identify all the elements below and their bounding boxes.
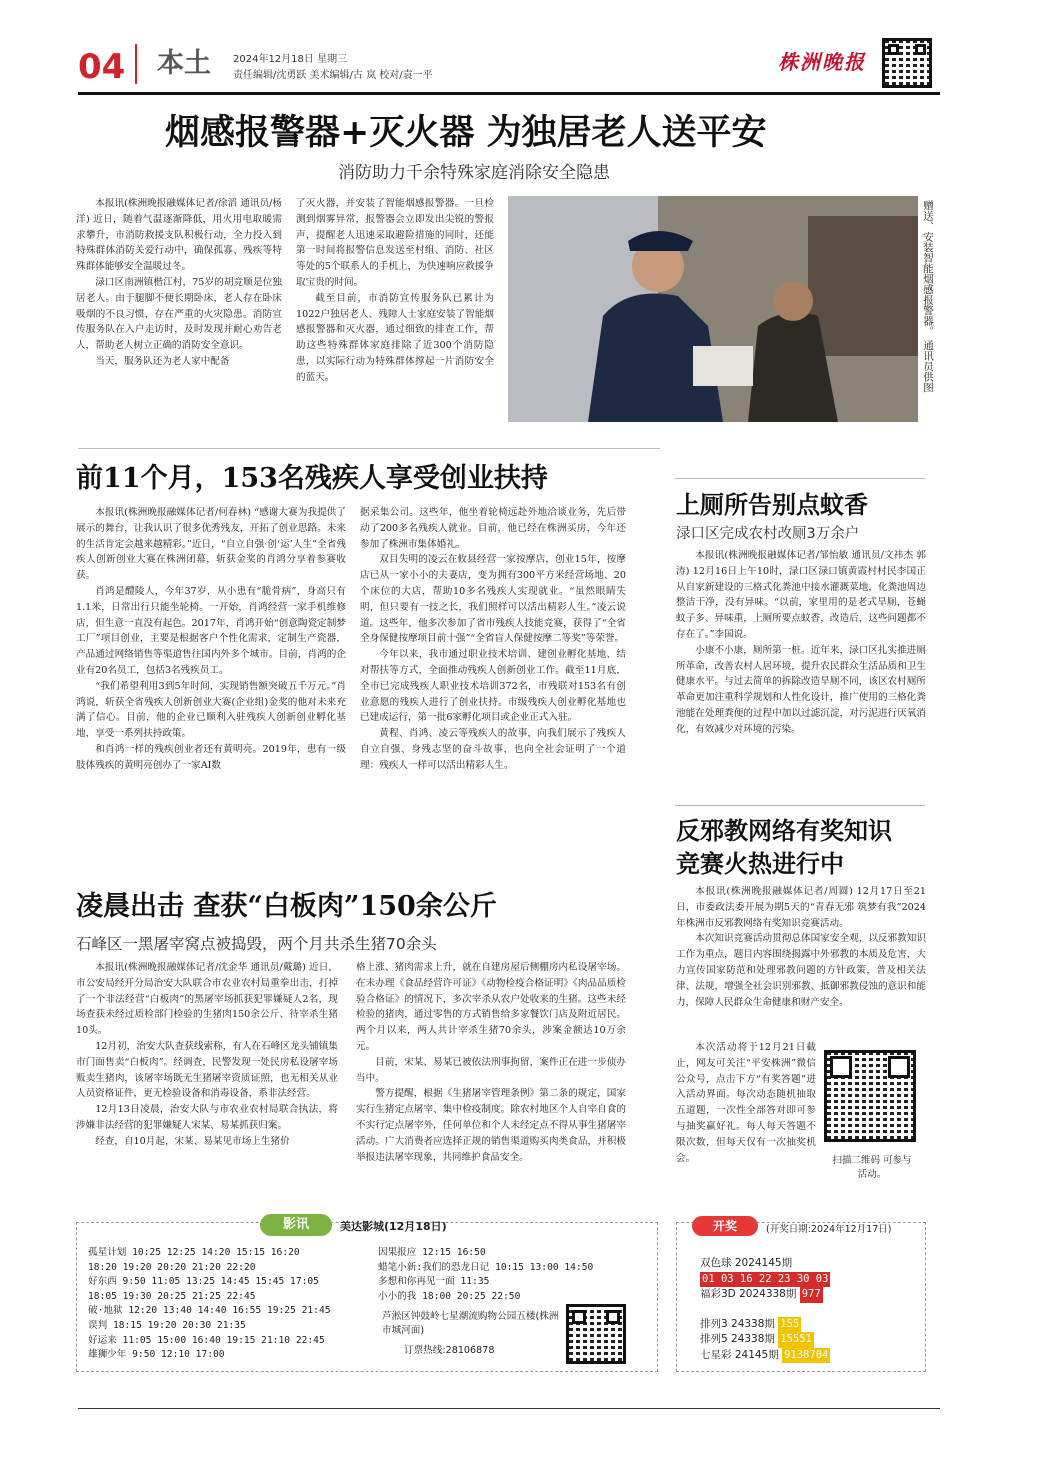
paragraph: 本报讯(株洲晚报融媒体记者/何春林) “感谢大赛为我提供了展示的舞台，让我认识了很多优秀残友，开拓了创业思路。未来的生活肯定会越来越精彩。”近日，“自立自强·创‘运’人生”全省残疾人创新创业大赛在株洲闭幕，斩获金奖的肖鸿分享着参赛收获。: [76, 507, 346, 582]
cinema-qr-code-icon: [566, 1304, 626, 1364]
lottery-item: [700, 1317, 920, 1333]
paragraph: 了灭火器，并安装了智能烟感报警器。一旦检测到烟雾异常，报警器会立即发出尖锐的警报声，提醒老人迅速采取避险措施的同时，还能第一时间将报警信息发送至村组、消防、社区等处的5个联系人的手机上，为快速响应救援争取宝贵的时间。: [296, 198, 494, 288]
lottery-name: 双色球 2024145期: [700, 1257, 793, 1269]
lottery-item: [700, 1332, 920, 1348]
lottery-results: [700, 1256, 920, 1363]
paragraph: 今年以来，我市通过职业技术培训、建创业孵化基地、结对帮扶等方式，全面推动残疾人创新创业工作。截至11月底，全市已完成残疾人职业技术培训372名，市残联对153名有创业意愿的残疾人进行了创业扶持。市级残疾人创业孵化基地也已建成运行，第一批6家孵化项目或企业正式入驻。: [360, 649, 626, 724]
lottery-item: [700, 1287, 920, 1303]
article5-column-2: [356, 960, 626, 1165]
paragraph: 黄程、肖鸿、凌云等残疾人的故事，向我们展示了残疾人自立自强、身残志坚的奋斗故事，也向全社会证明了一个道理：残疾人一样可以活出精彩人生。: [360, 728, 626, 771]
editor-credits: 责任编辑/沈勇跃 美术编辑/古 岚 校对/袁一平: [233, 70, 433, 81]
paragraph: 目前，宋某、易某已被依法刑事拘留，案件正在进一步侦办当中。: [356, 1056, 626, 1084]
schedule-line: 蜡笔小新:我们的恐龙日记 10:15 13:00 14:50: [378, 1261, 594, 1273]
article1-column-1: [76, 196, 282, 370]
article5-title: 凌晨出击 查获“白板肉”150余公斤: [76, 891, 497, 922]
schedule-line: 破·地狱 12:20 13:40 14:40 16:55 19:25 21:45: [88, 1305, 331, 1317]
article3-subtitle: 渌口区完成农村改厕3万余户: [676, 526, 860, 542]
lottery-numbers: 9138704: [782, 1348, 830, 1364]
section-divider: [78, 448, 660, 449]
lottery-date: (开奖日期:2024年12月17日): [766, 1224, 892, 1235]
qr-caption: 扫描二维码 可参与活动。: [832, 1155, 912, 1180]
article4-body: [676, 884, 926, 1010]
article2-column-1: [76, 505, 346, 774]
schedule-line: 18:20 19:20 20:20 21:20 22:20: [88, 1261, 256, 1273]
paragraph: 警方提醒，根据《生猪屠宰管理条例》第二条的规定，国家实行生猪定点屠宰、集中检疫制度。除农村地区个人自宰自食的不实行定点屠宰外，任何单位和个人未经定点不得从事生猪屠宰活动。广大消费者应选择正规的销售渠道购买肉类食品，并积极举报违法屠宰现象，共同维护食品安全。: [356, 1088, 626, 1163]
article2-title: 前11个月，153名残疾人享受创业扶持: [76, 463, 548, 494]
lottery-name: 七星彩 24145期: [700, 1348, 779, 1361]
lottery-name: 福彩3D 2024338期: [700, 1288, 797, 1300]
paragraph: 当天，服务队还为老人家中配备: [95, 355, 230, 367]
cinema-title: 美达影城(12月18日): [340, 1220, 447, 1233]
paragraph: 据采集公司。这些年，他坐着轮椅远赴外地洽谈业务，先后带动了200多名残疾人就业。目前，他已经在株洲买房，今年还参加了株洲市集体婚礼。: [360, 507, 626, 550]
paragraph: 肖鸿是醴陵人，今年37岁，从小患有“脆骨病”，身高只有1.1米，日常出行只能坐轮椅。一开始，肖鸿经营一家手机维修店，但生意一直没有起色。2017年，肖鸿开始“创意陶瓷定制梦工厂”项目创业，主要是根据客户个性化需求，定制生产瓷器，产品通过网络销售等渠道售往国内外多个城市。目前，肖鸿的企业有20名员工，包括3名残疾员工。: [76, 585, 346, 676]
cinema-schedule-1: [88, 1246, 358, 1363]
paragraph: 本报讯(株洲晚报融媒体记者/徐滔 通讯员/杨洋) 近日，随着气温逐渐降低，用火用电取暖需求攀升，市消防救援支队积极行动，全力投入到特殊群体消防关爱行动中，确保孤寡、残疾等特殊群体能够安全温暖过冬。: [76, 198, 282, 273]
paragraph: 双目失明的凌云在攸县经营一家按摩店，创业15年，按摩店已从一家小小的夫妻店，变为拥有300平方米经营场地、20个床位的大店，帮助10多名残疾人实现就业。“虽然眼睛失明，但只要有一技之长，我们照样可以活出精彩人生。”凌云说道。这些年，他多次参加了省市残疾人技能竞赛，获得了“全省全身保健按摩项目前十强”“全省盲人保健按摩二等奖”等荣誉。: [360, 554, 626, 645]
paragraph: 本次活动将于12月21日截止，网友可关注“平安株洲”微信公众号，点击下方“有奖答题”进入活动界面。每次动态随机抽取五道题，一次性全部答对即可参与抽奖赢好礼。每人每天答题不限次数，但每天仅有一次抽奖机会。: [676, 1042, 816, 1164]
article4-body-continued: [676, 1040, 816, 1166]
article3-body: [676, 548, 926, 738]
paragraph: 本报讯(株洲晚报融媒体记者/周圆) 12月17日至21日，市委政法委开展为期5天的“青春无邪 筑梦有我”2024年株洲市反邪教网络有奖知识竞赛活动。: [676, 886, 926, 929]
article5-column-1: [76, 960, 338, 1150]
header-divider: [135, 44, 137, 84]
photo-caption: 赠送、安装智能烟感报警器。 通讯员供图: [922, 200, 934, 393]
article3-title: 上厕所告别点蚊香: [676, 490, 868, 519]
lottery-item: [700, 1348, 920, 1364]
article4-title-line1: 反邪教网络有奖知识: [676, 816, 892, 845]
lottery-name: 排列5 24338期: [700, 1333, 775, 1345]
schedule-line: 好运来 11:05 15:00 16:40 19:15 21:10 22:45: [88, 1334, 325, 1346]
lottery-item: [700, 1256, 920, 1287]
schedule-line: 因果报应 12:15 16:50: [378, 1247, 486, 1258]
article5-subtitle: 石峰区一黑屠宰窝点被捣毁，两个月共杀生猪70余头: [76, 935, 437, 953]
cinema-badge: 影讯: [260, 1214, 332, 1236]
article2-column-2: [360, 505, 626, 774]
newspaper-logo: 株洲晚报: [778, 50, 866, 74]
schedule-line: 多想和你再见一面 11:35: [378, 1276, 490, 1288]
lottery-numbers: 15551: [778, 1332, 814, 1348]
article1-subtitle: 消防助力千余特殊家庭消除安全隐患: [338, 163, 610, 183]
lottery-name: 排列3 24338期: [700, 1317, 775, 1330]
schedule-line: 雄狮少年 9:50 12:10 17:00: [88, 1349, 225, 1361]
paragraph: “我们希望利用3到5年时间，实现销售额突破五千万元。”肖鸿说，斩获全省残疾人创新创业大赛(企业组)金奖的他对未来充满了信心。目前，他的企业已顺利入驻残疾人创新创业孵化基地，享受一系列扶持政策。: [76, 680, 346, 740]
schedule-line: 好东西 9:50 11:05 13:25 14:45 15:45 17:05: [88, 1276, 319, 1288]
paragraph: 格上涨、猪肉需求上升，就在自建房屋后侧棚房内私设屠宰场。在未办理《食品经营许可证》《动物检疫合格证明》《肉品品质检验合格证》的情况下，多次宰杀从农户处收来的生猪。这些未经检验的猪肉，通过零售的方式销售给多家餐饮门店及附近居民。两个月以来，两人共计宰杀生猪70余头，涉案金额达10万余元。: [356, 962, 626, 1052]
lottery-numbers: 977: [800, 1287, 823, 1303]
paragraph: 截至目前，市消防宣传服务队已累计为1022户独居老人、残障人士家庭安装了智能烟感报警器和灭火器，通过细致的排查工作，帮助这些特殊群体家庭排除了近300个消防隐患，以实际行动为特殊群体撑起一片消防安全的蓝天。: [296, 292, 494, 383]
schedule-line: 18:05 19:30 20:25 21:25 22:45: [88, 1290, 256, 1302]
paragraph: 经查，自10月起，宋某、易某见市场上生猪价: [95, 1135, 290, 1147]
firefighter-with-elder-photo: [508, 196, 918, 422]
page-number: 04: [78, 47, 126, 87]
section-name: 本土: [157, 48, 211, 79]
section-divider: [675, 478, 925, 479]
lottery-numbers: 01 03 16 22 23 30 03: [700, 1272, 830, 1288]
paragraph: 本报讯(株洲晚报融媒体记者/邹怡敏 通讯员/文祎杰 郭涛) 12月16日上午10时，渌口区渌口镇黄霞村村民李国正从自家新建设的三格式化粪池中接水灌溉菜地，化粪池周边整洁干净，没有异味。“以前，家里用的是老式旱厕，苍蝇蚊子多、异味重，上厕所要点蚊香，改造后，这些问题都不存在了。”李国说。: [676, 550, 926, 640]
issue-date: 2024年12月18日 星期三: [233, 54, 348, 65]
footer-rule: [78, 1408, 940, 1409]
cinema-schedule-2: [378, 1246, 650, 1304]
paragraph: 本报讯(株洲晚报融媒体记者/沈金华 通讯员/戴璐) 近日，市公安局经开分局治安大队联合市农业农村局重拳出击，打掉了一个非法经营“白板肉”的黑屠宰场抓获犯罪嫌疑人2名，现场查获未经过质检部门检验的生猪肉150余公斤、待宰杀生猪10头。: [76, 962, 338, 1037]
paragraph: 12月初，治安大队查获线索称，有人在石峰区龙头铺镇集市门面售卖“白板肉”。经调查，民警发现一处民房私设屠宰场贩卖生猪肉，该屠宰场既无生猪屠宰资质证照，也无相关从业人员资格证件，更无检验设备和消毒设备，系非法经营。: [76, 1040, 338, 1100]
header-qr-code-icon: [882, 38, 932, 88]
cinema-address: 芦淞区钟鼓岭七星潮流购物公园五楼(株洲市城河面): [382, 1311, 559, 1336]
article1-title: 烟感报警器+灭火器 为独居老人送平安: [165, 113, 767, 153]
paragraph: 和肖鸿一样的残疾创业者还有黄明亮。2019年，患有一级肢体残疾的黄明亮创办了一家AI数: [76, 743, 346, 771]
schedule-line: 小小的我 18:00 20:25 22:50: [378, 1290, 521, 1302]
lottery-badge: 开奖: [692, 1216, 758, 1236]
article4-title-line2: 竞赛火热进行中: [676, 849, 844, 878]
photo-illustration: [508, 196, 918, 422]
paragraph: 小康不小康，厕所第一桩。近年来，渌口区扎实推进厕所革命，改善农村人居环境，提升农民群众生活品质和卫生健康水平。与过去简单的拆除改造旱厕不同，该区农村厕所革命更加注重科学规划和人性化设计，推广使用的三格化粪池能在处理粪便的过程中加以过滤沉淀，对污泥进行厌氧消化，有效减少对环境的污染。: [676, 644, 926, 735]
paragraph: 渌口区南洲镇楷江村，75岁的胡竞顺是位独居老人。由于腿脚不便长期卧床，老人存在卧床吸烟的不良习惯，存在严重的火灾隐患。消防宣传服务队在入户走访时，及时发现并耐心劝告老人，帮助老人树立正确的消防安全意识。: [76, 276, 282, 352]
header-rule: [78, 92, 940, 95]
paragraph: 12月13日凌晨，治安大队与市农业农村局联合执法，将涉嫌非法经营的犯罪嫌疑人宋某、易某抓获归案。: [76, 1104, 338, 1131]
cinema-hotline: 订票热线:28106878: [404, 1345, 495, 1356]
schedule-line: 孤星计划 10:25 12:25 14:20 15:15 16:20: [88, 1247, 300, 1258]
article4-qr-code-icon: [824, 1050, 916, 1142]
schedule-line: 误判 18:15 19:20 20:30 21:35: [88, 1319, 246, 1331]
paragraph: 本次知识竞赛活动贯彻总体国家安全观，以反邪教知识工作为重点，题目内容围绕揭露中外邪教的本质及危害，大力宣传国家防范和处理邪教问题的方针政策，普及相关法律、法规，增强全社会识别邪教、抵御邪教侵蚀的意识和能力，保障人民群众生命健康和财产安全。: [676, 933, 926, 1008]
section-divider: [675, 805, 925, 806]
article1-column-2: [296, 196, 494, 386]
lottery-numbers: 155: [778, 1317, 801, 1333]
